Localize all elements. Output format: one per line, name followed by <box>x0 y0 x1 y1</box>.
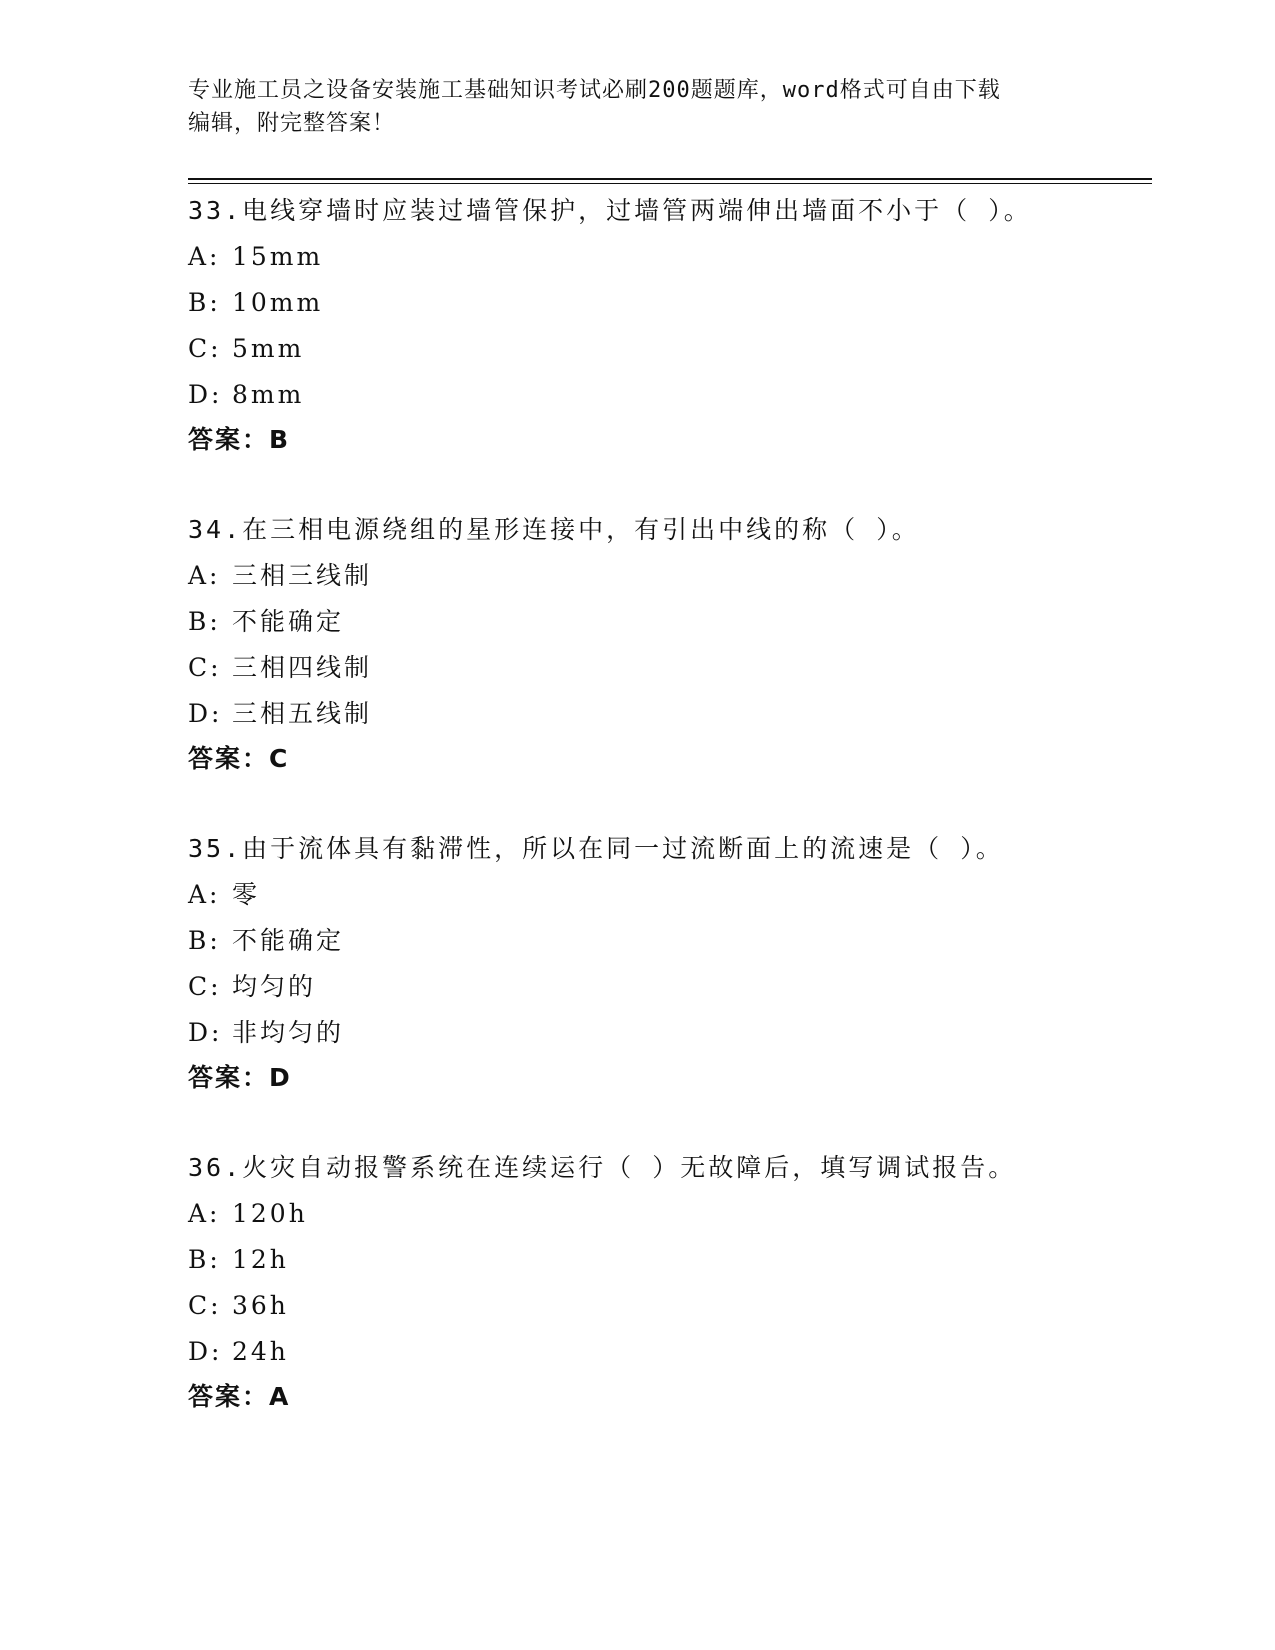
option-letter: D: <box>188 380 223 409</box>
header-title-line-1: 专业施工员之设备安装施工基础知识考试必刷200题题库，word格式可自由下载 <box>188 78 1001 103</box>
option-letter: A: <box>188 880 221 909</box>
option-letter: C: <box>188 972 222 1001</box>
option-text: 非均匀的 <box>232 1018 345 1047</box>
option-d <box>188 1018 1148 1048</box>
option-text: 三相五线制 <box>232 699 373 728</box>
option-b <box>188 926 1148 956</box>
header-divider-thick <box>188 178 1152 180</box>
question-block <box>188 1153 1148 1412</box>
option-text: 不能确定 <box>232 926 345 955</box>
option-letter: C: <box>188 653 222 682</box>
option-letter: C: <box>188 1291 222 1320</box>
option-letter: A: <box>188 561 221 590</box>
answer-line: 答案：D <box>188 1063 292 1092</box>
option-text: 不能确定 <box>232 607 345 636</box>
option-a <box>188 242 1148 272</box>
option-b <box>188 1245 1148 1275</box>
option-a <box>188 561 1148 591</box>
header-divider-thin <box>188 183 1152 184</box>
option-letter: A: <box>188 242 221 271</box>
option-text: 36h <box>232 1291 289 1320</box>
answer-line: 答案：B <box>188 425 291 454</box>
option-c <box>188 1291 1148 1321</box>
question-block <box>188 196 1148 455</box>
option-letter: C: <box>188 334 222 363</box>
option-text: 8mm <box>232 380 305 409</box>
question-block <box>188 515 1148 774</box>
option-b <box>188 607 1148 637</box>
question-stem: 35.由于流体具有黏滞性，所以在同一过流断面上的流速是（ ）。 <box>188 834 1004 863</box>
option-d <box>188 699 1148 729</box>
option-text: 均匀的 <box>232 972 317 1001</box>
option-letter: B: <box>188 1245 221 1274</box>
option-text: 三相三线制 <box>232 561 373 590</box>
option-b <box>188 288 1148 318</box>
answer-line: 答案：C <box>188 744 290 773</box>
option-text: 5mm <box>232 334 305 363</box>
option-c <box>188 334 1148 364</box>
question-stem: 33.电线穿墙时应装过墙管保护，过墙管两端伸出墙面不小于（ ）。 <box>188 196 1032 225</box>
document-header <box>188 74 1088 140</box>
option-text: 三相四线制 <box>232 653 373 682</box>
question-block <box>188 834 1148 1093</box>
option-letter: B: <box>188 288 221 317</box>
option-text: 15mm <box>232 242 324 271</box>
option-text: 12h <box>232 1245 289 1274</box>
option-letter: B: <box>188 607 221 636</box>
option-c <box>188 972 1148 1002</box>
option-letter: D: <box>188 1018 223 1047</box>
option-c <box>188 653 1148 683</box>
option-text: 120h <box>232 1199 308 1228</box>
option-d <box>188 1337 1148 1367</box>
option-text: 24h <box>232 1337 289 1366</box>
answer-line: 答案：A <box>188 1382 291 1411</box>
option-d <box>188 380 1148 410</box>
option-a <box>188 880 1148 910</box>
option-letter: D: <box>188 699 223 728</box>
header-title-line-2: 编辑，附完整答案！ <box>188 111 396 136</box>
question-stem: 36.火灾自动报警系统在连续运行（ ）无故障后，填写调试报告。 <box>188 1153 1017 1182</box>
question-stem: 34.在三相电源绕组的星形连接中，有引出中线的称（ ）。 <box>188 515 920 544</box>
option-a <box>188 1199 1148 1229</box>
option-letter: A: <box>188 1199 221 1228</box>
option-letter: B: <box>188 926 221 955</box>
option-text: 10mm <box>232 288 324 317</box>
option-text: 零 <box>232 880 261 909</box>
option-letter: D: <box>188 1337 223 1366</box>
